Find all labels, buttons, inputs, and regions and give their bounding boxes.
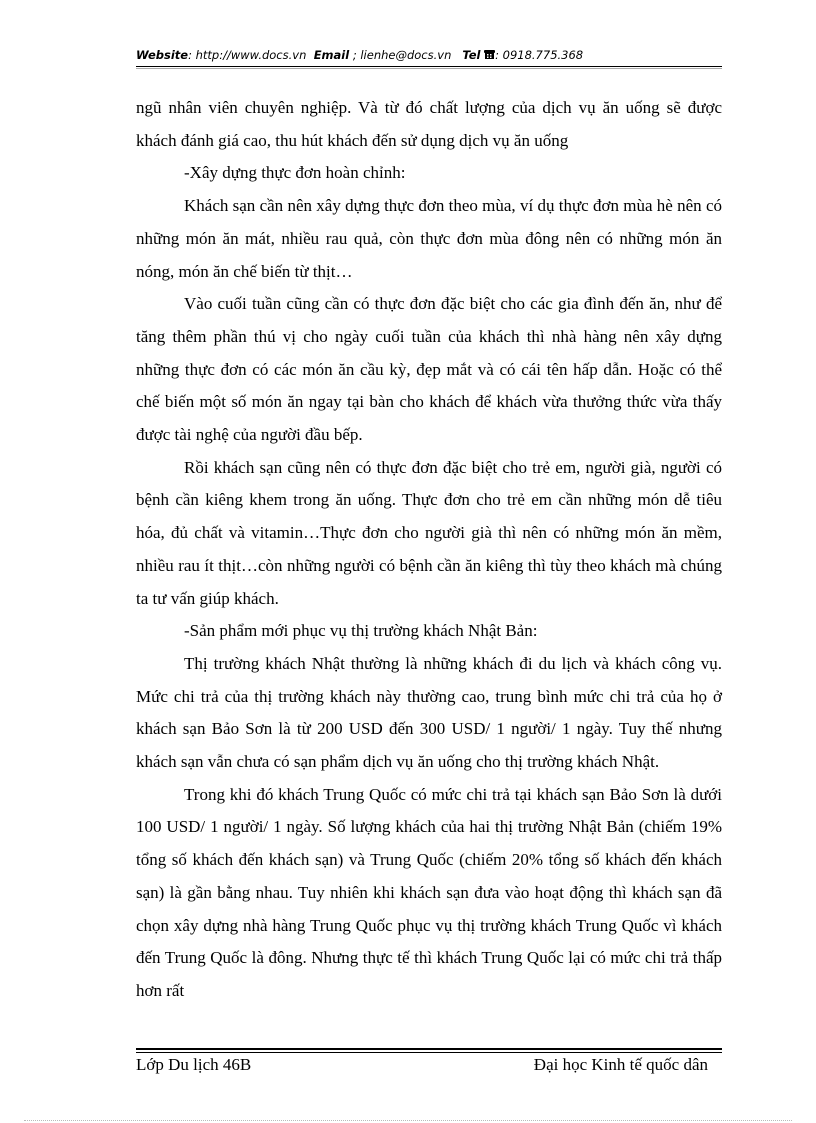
footer-divider	[136, 1048, 722, 1050]
header-divider	[136, 66, 722, 67]
footer-university-label: Đại học Kinh tế quốc dân	[533, 1055, 708, 1074]
email-label: Email	[313, 48, 350, 62]
paragraph: Thị trường khách Nhật thường là những khách đi du lịch và khách công vụ. Mức chi trả của thị trường khách này thường cao, trung bình mức chi trả của họ ở khách sạn Bảo Sơn là từ 200 USD đến 300 USD/ 1 người/ 1 ngày. Tuy thế nhưng khách sạn vẫn chưa có sạn phẩm dịch vụ ăn uống cho thị trường khách Nhật.	[136, 653, 722, 772]
email-value: ; lienhe@docs.vn	[349, 48, 452, 62]
body-text	[136, 92, 722, 1008]
phone-icon	[484, 49, 495, 63]
paragraph: ngũ nhân viên chuyên nghiệp. Và từ đó chất lượng của dịch vụ ăn uống sẽ được khách đánh giá cao, thu hút khách đến sử dụng dịch vụ ăn uống	[136, 98, 722, 150]
paragraph-heading: -Sản phẩm mới phục vụ thị trường khách Nhật Bản:	[184, 621, 538, 641]
page-bottom-border	[24, 1120, 792, 1121]
paragraph-heading: -Xây dựng thực đơn hoàn chỉnh:	[184, 163, 406, 183]
page-header	[136, 48, 722, 63]
paragraph: Trong khi đó khách Trung Quốc có mức chi trả tại khách sạn Bảo Sơn là dưới 100 USD/ 1 người/ 1 ngày. Số lượng khách của hai thị trường Nhật Bản (chiếm 19% tổng số khách đến khách sạn) và Trung Quốc (chiếm 20% tổng số khách đến khách sạn) là gần bằng nhau. Tuy nhiên khi khách sạn đưa vào hoạt động thì khách sạn đã chọn xây dựng nhà hàng Trung Quốc phục vụ thị trường khách Trung Quốc vì khách đến Trung Quốc là đông. Nhưng thực tế thì khách Trung Quốc lại có mức chi trả thấp hơn rất	[136, 784, 722, 1000]
paragraph: Vào cuối tuần cũng cần có thực đơn đặc biệt cho các gia đình đến ăn, như để tăng thêm phần thú vị cho ngày cuối tuần của khách thì nhà hàng nên xây dựng những thực đơn có các món ăn cầu kỳ, đẹp mắt và có cái tên hấp dẫn. Hoặc có thể chế biến một số món ăn ngay tại bàn cho khách để khách vừa thưởng thức vừa thấy được tài nghệ của người đầu bếp.	[136, 294, 722, 445]
paragraph: Rồi khách sạn cũng nên có thực đơn đặc biệt cho trẻ em, người già, người có bệnh cần kiêng khem trong ăn uống. Thực đơn cho trẻ em cần những món dễ tiêu hóa, đủ chất và vitamin…Thực đơn cho người già thì nên có những món ăn mềm, nhiều rau ít thịt…còn những người có bệnh cần ăn kiêng thì tùy theo khách mà chúng ta tư vấn giúp khách.	[136, 457, 722, 608]
footer-class-label: Lớp Du lịch 46B	[136, 1055, 252, 1074]
footer-divider-thin	[136, 1052, 722, 1053]
website-label: Website	[136, 48, 189, 62]
tel-label: Tel	[462, 48, 481, 62]
header-divider-thin	[136, 68, 722, 69]
website-value: : http://www.docs.vn	[188, 48, 307, 62]
tel-value: : 0918.775.368	[495, 48, 584, 62]
paragraph: Khách sạn cần nên xây dựng thực đơn theo mùa, ví dụ thực đơn mùa hè nên có những món ăn mát, nhiều rau quả, còn thực đơn mùa đông nên có những món ăn nóng, món ăn chế biến từ thịt…	[136, 196, 722, 281]
